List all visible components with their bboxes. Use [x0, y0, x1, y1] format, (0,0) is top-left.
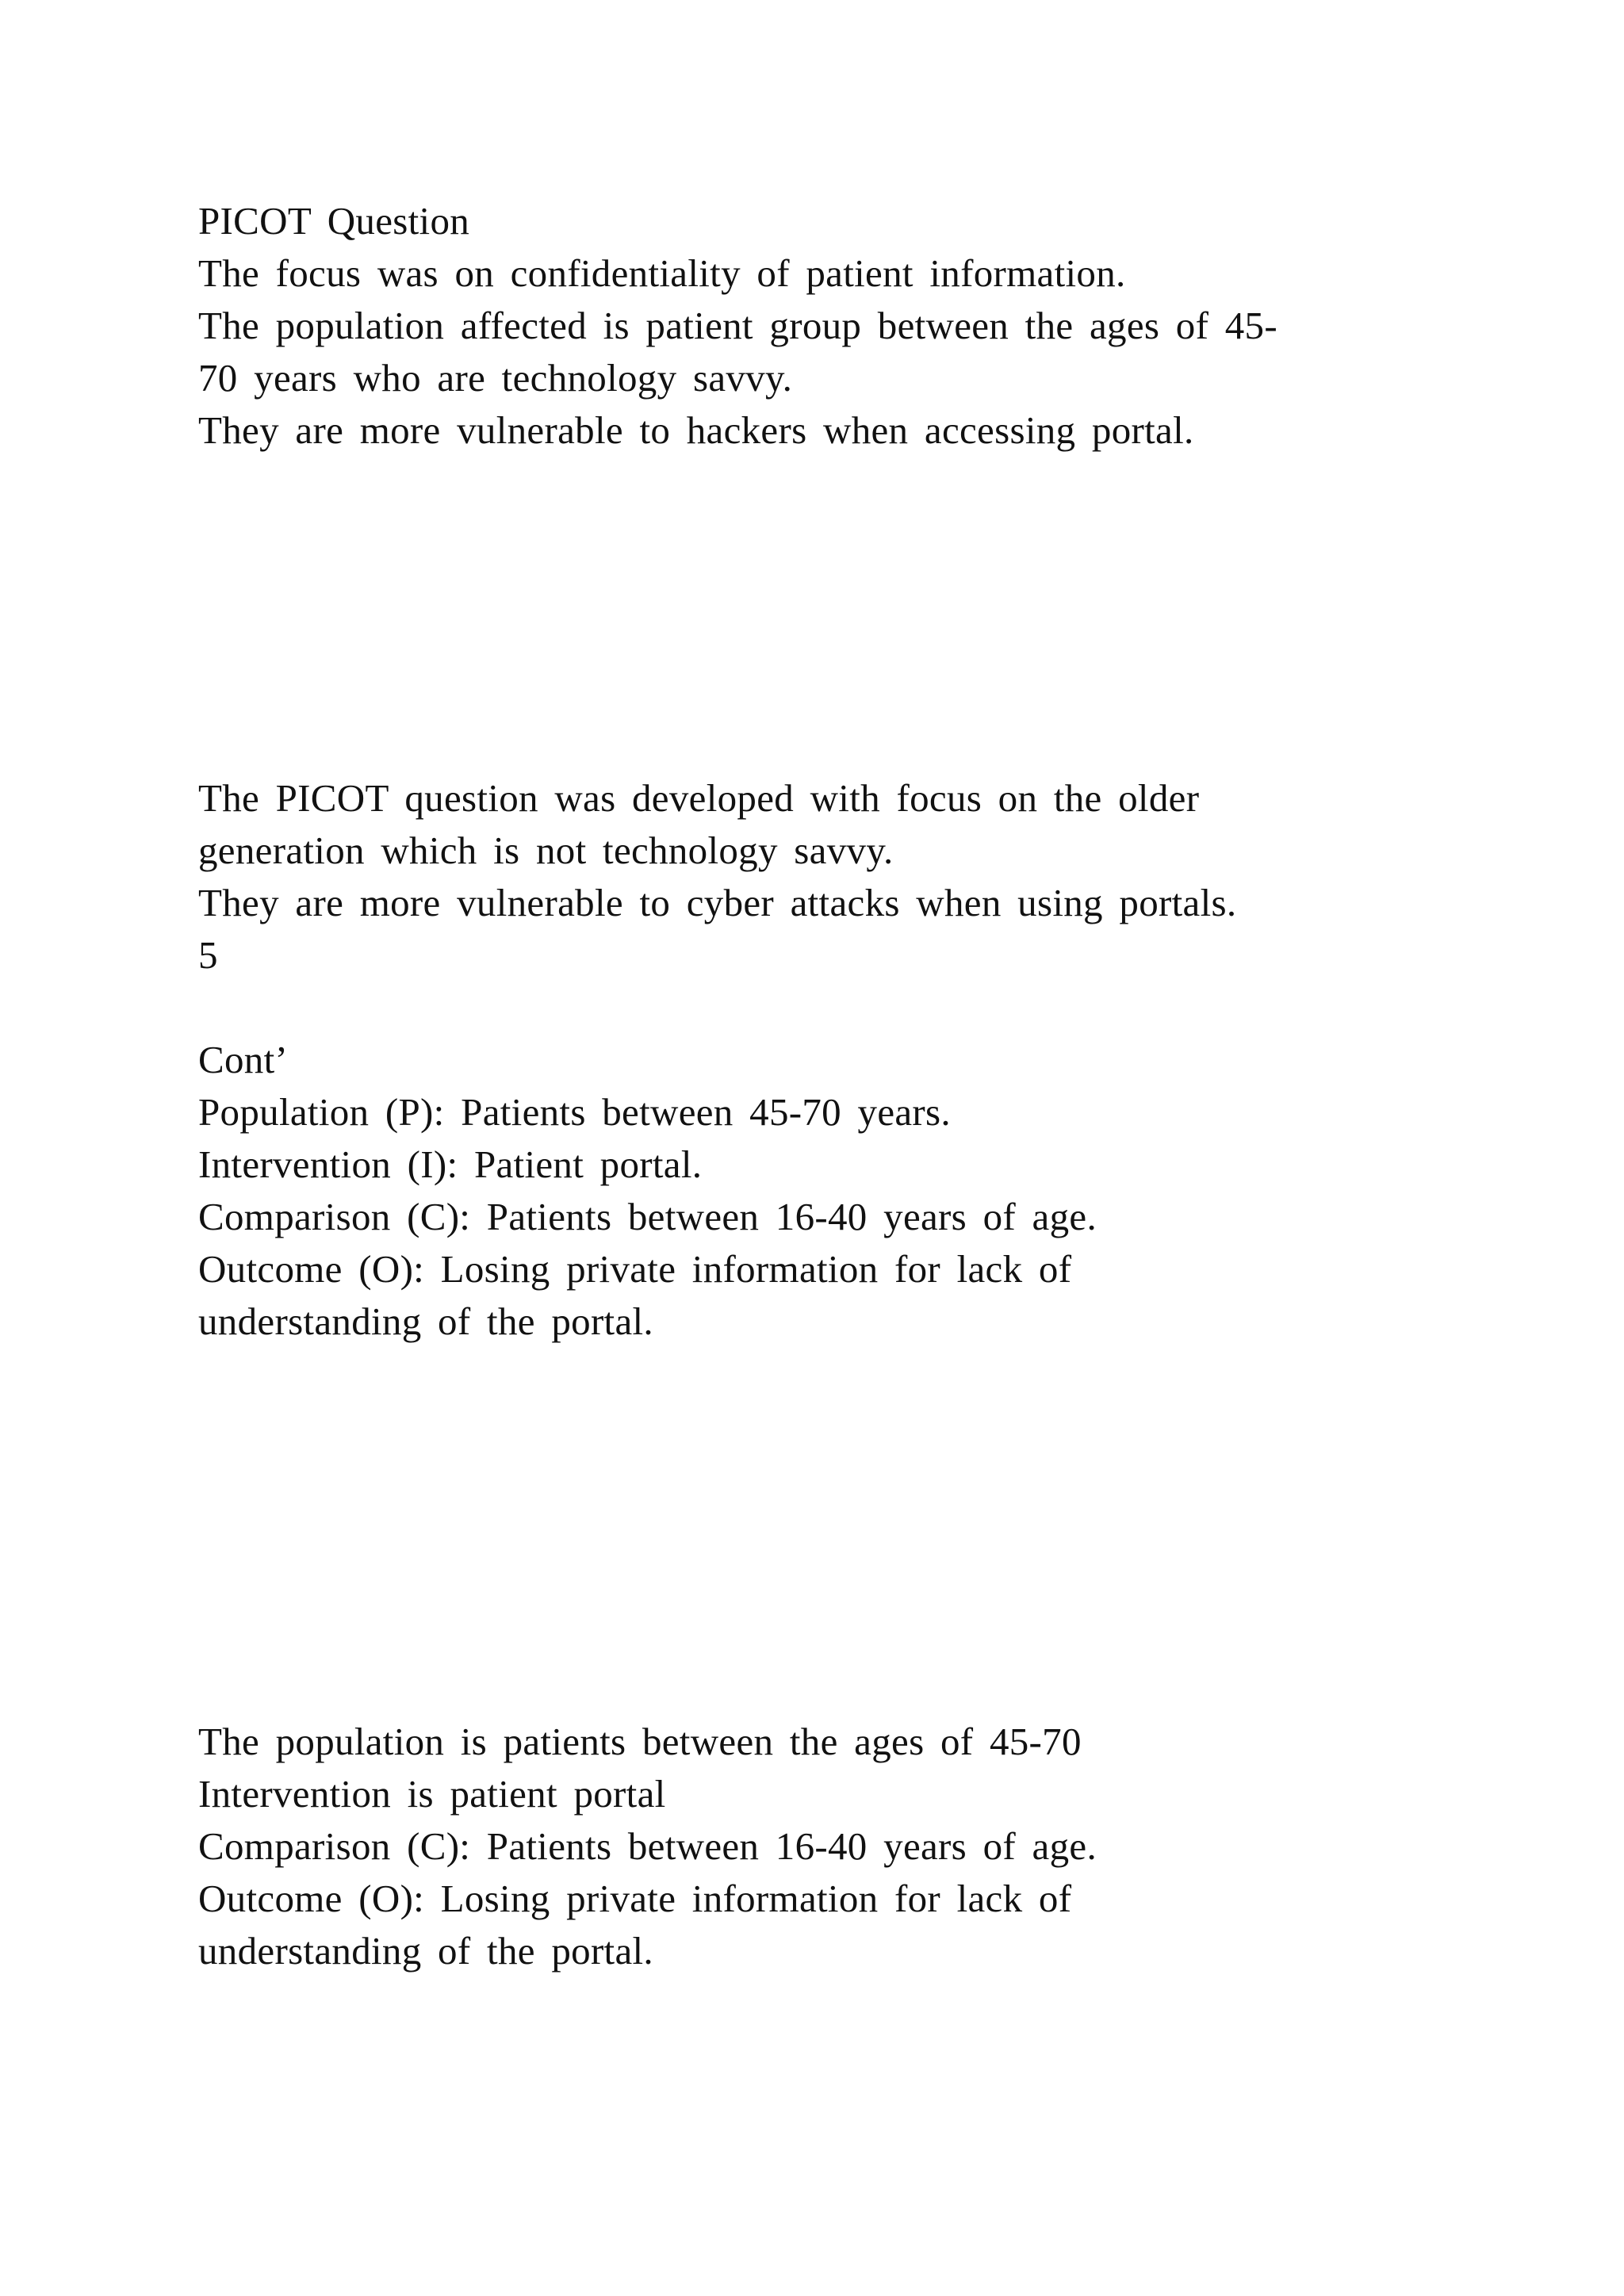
- text-line: Intervention (I): Patient portal.: [198, 1142, 703, 1186]
- text-line: Outcome (O): Losing private information for lack of: [198, 1247, 1072, 1291]
- section-heading: PICOT Question: [198, 199, 470, 243]
- text-line: They are more vulnerable to cyber attacks when using portals.: [198, 881, 1237, 924]
- text-line: Population (P): Patients between 45-70 years.: [198, 1090, 951, 1134]
- text-line: understanding of the portal.: [198, 1299, 653, 1343]
- text-line: They are more vulnerable to hackers when accessing portal.: [198, 408, 1194, 452]
- text-line: generation which is not technology savvy.: [198, 828, 894, 872]
- text-line: The focus was on confidentiality of patient information.: [198, 251, 1126, 295]
- text-line: Comparison (C): Patients between 16-40 years of age.: [198, 1824, 1097, 1868]
- text-line: The PICOT question was developed with focus on the older: [198, 776, 1200, 820]
- text-line: 70 years who are technology savvy.: [198, 356, 793, 400]
- slide-number: 5: [198, 933, 218, 977]
- text-line: The population is patients between the ages of 45-70: [198, 1720, 1082, 1763]
- text-line: Intervention is patient portal: [198, 1772, 666, 1816]
- section-heading: Cont’: [198, 1038, 289, 1081]
- text-line: Comparison (C): Patients between 16-40 years of age.: [198, 1195, 1097, 1238]
- text-line: Outcome (O): Losing private information for lack of: [198, 1877, 1072, 1920]
- text-line: The population affected is patient group between the ages of 45-: [198, 304, 1277, 347]
- text-line: understanding of the portal.: [198, 1929, 653, 1973]
